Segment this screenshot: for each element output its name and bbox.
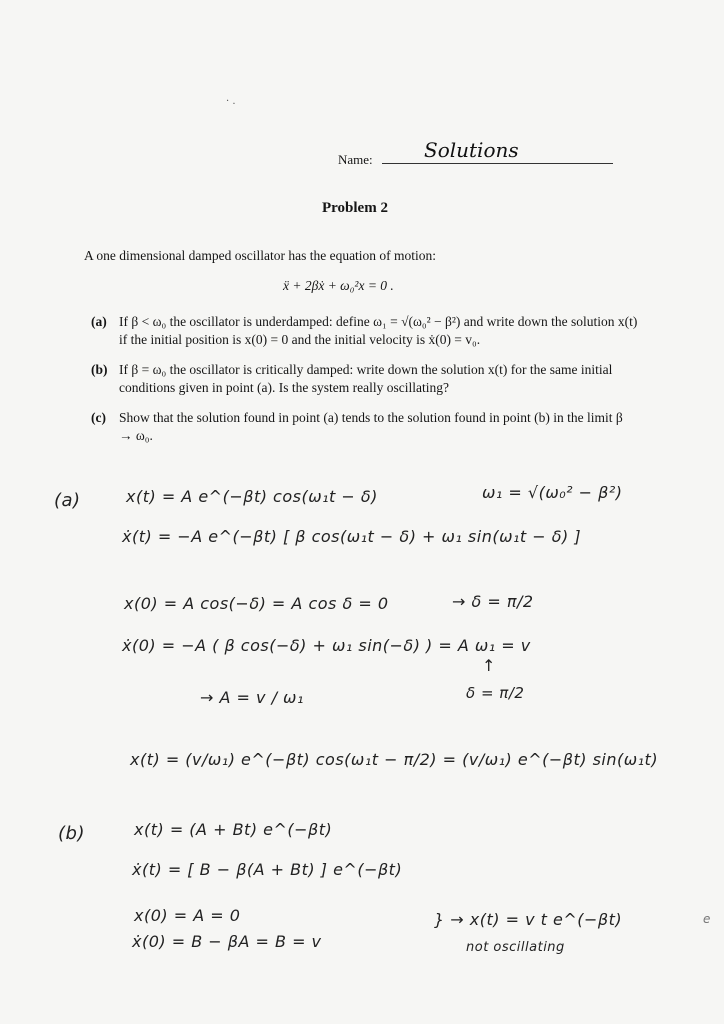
problem-intro: A one dimensional damped oscillator has the equation of motion: (84, 248, 437, 263)
solution-a-xdot0: ẋ(0) = −A ( β cos(−δ) + ω₁ sin(−δ) ) = A ω₁ = v (122, 636, 531, 655)
solution-a-xdot: ẋ(t) = −A e^(−βt) [ β cos(ω₁t − δ) + ω₁ sin(ω₁t − δ) ] (122, 527, 582, 546)
solution-a-delta: → δ = π/2 (452, 592, 534, 611)
equation-of-motion: ẍ + 2βẋ + ω₀²x = 0 . (283, 278, 394, 293)
stray-pen-mark: e (703, 912, 711, 926)
name-label: Name: (338, 152, 373, 167)
part-label: (a) (91, 314, 107, 329)
problem-title: Problem 2 (322, 200, 388, 216)
part-text: If β = ω₀ the oscillator is critically damped: write down the solution x(t) for the same initial conditions given in point (a). Is the system really oscillating? (119, 362, 613, 395)
solution-b-note: not oscillating (466, 940, 565, 955)
scan-speck: · . (226, 96, 236, 107)
solution-b-xt: x(t) = (A + Bt) e^(−βt) (134, 820, 333, 839)
solution-a-delta-note: δ = π/2 (466, 684, 525, 702)
part-text: Show that the solution found in point (a) tends to the solution found in point (b) in the limit β → ω₀. (119, 410, 623, 443)
solution-a-arrow: ↑ (482, 656, 496, 675)
solution-b-xdot: ẋ(t) = [ B − β(A + Bt) ] e^(−βt) (132, 860, 403, 879)
solution-b-result: } → x(t) = v t e^(−βt) (434, 910, 623, 929)
solution-a-omega1: ω₁ = √(ω₀² − β²) (482, 483, 623, 502)
solution-b-x0: x(0) = A = 0 (134, 906, 241, 925)
part-label: (c) (91, 410, 106, 425)
solution-label-b: (b) (58, 823, 85, 844)
name-handwritten-value: Solutions (424, 138, 519, 162)
solution-a-x0: x(0) = A cos(−δ) = A cos δ = 0 (124, 594, 389, 613)
solution-a-result: x(t) = (v/ω₁) e^(−βt) cos(ω₁t − π/2) = (v/ω₁) e^(−βt) sin(ω₁t) (130, 750, 659, 769)
solution-b-xdot0: ẋ(0) = B − βA = B = v (132, 932, 322, 951)
name-underline (382, 163, 613, 164)
part-label: (b) (91, 362, 108, 377)
solution-label-a: (a) (54, 490, 81, 511)
solution-a-xt: x(t) = A e^(−βt) cos(ω₁t − δ) (126, 487, 378, 506)
part-text: If β < ω₀ the oscillator is underdamped: define ω₁ = √(ω₀² − β²) and write down the solution x(t) if the initial position is x(0) = 0 and the initial velocity is ẋ(0) = v₀. (119, 314, 638, 347)
solution-a-amplitude: → A = v / ω₁ (200, 688, 304, 707)
